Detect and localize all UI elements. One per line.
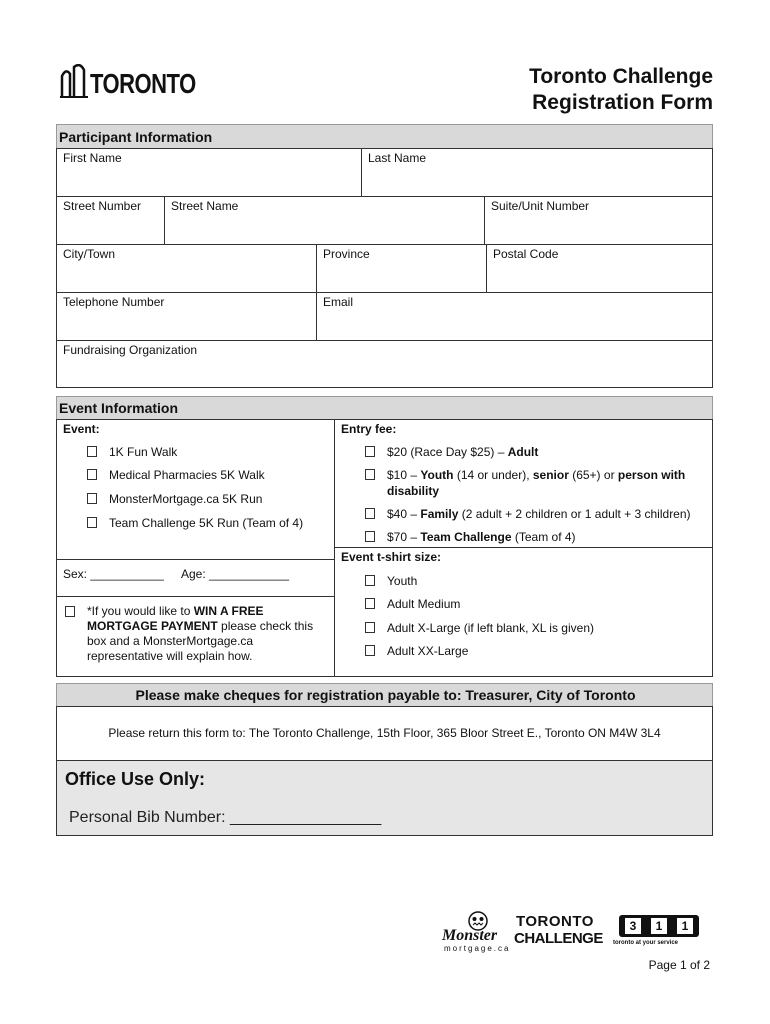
logo-text: TORONTO bbox=[90, 68, 196, 100]
event-grid: Event: 1K Fun Walk Medical Pharmacies 5K Walk MonsterMortgage.ca 5K Run Team Challenge 5K Run (Team of 4) Sex: ___________ Age: ____________ *If you would like to WIN A FREE MORTGAGE PAYMENT please check this box and a MonsterMortgage.ca representative will explain how. Entry fee: $20 (Race Day $25) – Adult $10 – Youth (14 or under), senior (65+) or person with disability $40 – Family (2 adult + 2 children or 1 adult + 3 children) $70 – Team Challenge (Team of 4) Event t-shirt size: Youth Adult Medium Adult X-Large (if left blank, XL is given) Adult XX-Large bbox=[56, 419, 713, 677]
entry-fee-cell: Entry fee: bbox=[335, 420, 713, 548]
checkbox[interactable] bbox=[365, 446, 375, 457]
age-field[interactable]: Age: ____________ bbox=[181, 567, 290, 581]
checkbox[interactable] bbox=[87, 469, 97, 480]
sex-field[interactable]: Sex: ___________ bbox=[63, 567, 164, 581]
checkbox[interactable] bbox=[365, 469, 375, 480]
bib-number-field[interactable]: Personal Bib Number: _________________ bbox=[69, 809, 382, 826]
participant-grid bbox=[56, 148, 713, 388]
checkbox[interactable] bbox=[365, 645, 375, 656]
province-field[interactable]: Province bbox=[317, 245, 487, 293]
checkbox[interactable] bbox=[87, 517, 97, 528]
first-name-field[interactable]: First Name bbox=[57, 149, 362, 197]
postal-code-field[interactable]: Postal Code bbox=[487, 245, 713, 293]
tshirt-cell: Event t-shirt size: bbox=[341, 550, 442, 564]
monster-mortgage-logo: Monster mortgage.ca bbox=[440, 910, 512, 950]
city-field[interactable]: City/Town bbox=[57, 245, 317, 293]
311-logo: 3 1 1 toronto at your service bbox=[613, 913, 705, 949]
checkbox[interactable] bbox=[87, 493, 97, 504]
return-note-box bbox=[56, 706, 713, 761]
checkbox[interactable] bbox=[365, 575, 375, 586]
checkbox[interactable] bbox=[65, 606, 75, 617]
checkbox[interactable] bbox=[87, 446, 97, 457]
page-number: Page 1 of 2 bbox=[648, 958, 710, 972]
city-hall-icon bbox=[60, 64, 88, 98]
checkbox[interactable] bbox=[365, 622, 375, 633]
checkbox[interactable] bbox=[365, 598, 375, 609]
participant-heading: Participant Information bbox=[56, 124, 713, 149]
telephone-field[interactable]: Telephone Number bbox=[57, 293, 317, 341]
street-name-field[interactable]: Street Name bbox=[165, 197, 485, 245]
suite-field[interactable]: Suite/Unit Number bbox=[485, 197, 713, 245]
sex-age-cell bbox=[57, 560, 335, 597]
office-use-heading: Office Use Only: bbox=[65, 769, 206, 789]
toronto-challenge-logo: TORONTO CHALLENGE bbox=[514, 913, 603, 947]
street-number-field[interactable]: Street Number bbox=[57, 197, 165, 245]
event-choice-cell: Event: bbox=[57, 420, 335, 560]
form-title: Toronto Challenge Registration Form bbox=[529, 65, 713, 114]
checkbox[interactable] bbox=[365, 531, 375, 542]
cheque-note: Please make cheques for registration payable to: Treasurer, City of Toronto bbox=[56, 683, 713, 707]
toronto-logo bbox=[60, 64, 196, 100]
checkbox[interactable] bbox=[365, 508, 375, 519]
event-heading: Event Information bbox=[56, 396, 713, 420]
311-badge: 3 1 1 bbox=[619, 915, 699, 937]
fundraising-field[interactable]: Fundraising Organization bbox=[63, 343, 198, 357]
return-note: Please return this form to: The Toronto Challenge, 15th Floor, 365 Bloor Street E., Toronto ON M4W 3L4 bbox=[108, 726, 661, 740]
email-field[interactable]: Email bbox=[317, 293, 713, 341]
last-name-field[interactable]: Last Name bbox=[362, 149, 713, 197]
office-use-box bbox=[56, 760, 713, 836]
